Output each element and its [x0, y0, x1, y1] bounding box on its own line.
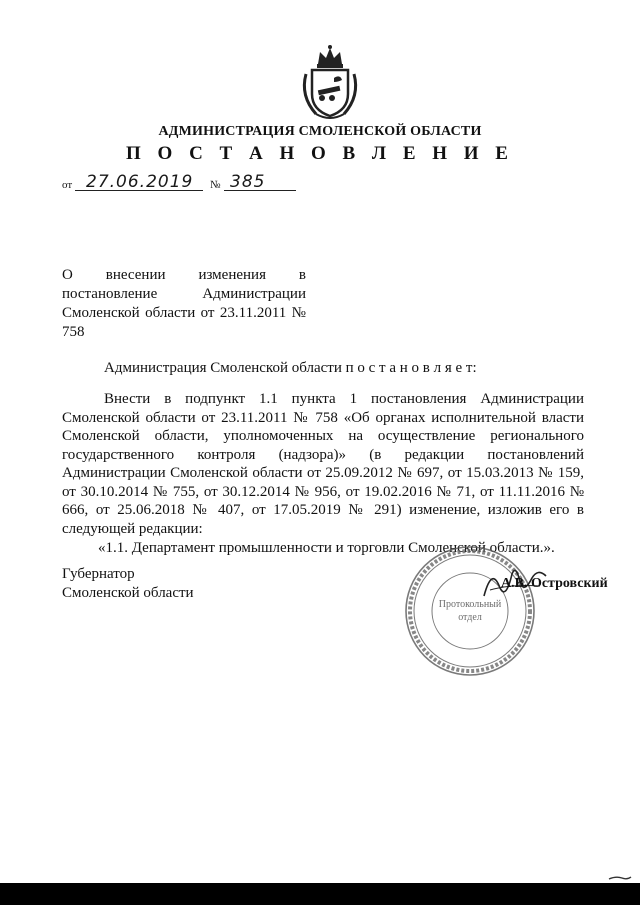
document-body	[62, 390, 584, 558]
scan-bottom-border	[0, 883, 640, 905]
amendment-paragraph: Внести в подпункт 1.1 пункта 1 постановления Администрации Смоленской области от 23.11.2011 № 758 «Об органах исполнительной власти Смоленской области, уполномоченных на осуществление регионального государственного контроля (надзора)» (в редакции постановлений Администрации Смоленской области от 25.09.2012 № 697, от 15.03.2013 № 159, от 30.10.2014 № 755, от 30.12.2014 № 956, от 19.02.2016 № 71, от 11.11.2016 № 666, от 25.06.2018 № 407, от 17.05.2019 № 291) изменение, изложив его в следующей редакции:	[62, 391, 584, 537]
stamp-line2: отдел	[458, 612, 482, 623]
date-label: от	[62, 179, 73, 191]
amendment-quote: «1.1. Департамент промышленности и торговли Смоленской области.».	[98, 540, 555, 556]
preamble-text: Администрация Смоленской области п о с т а н о в л я е т:	[104, 360, 477, 376]
date-value: 27.06.2019	[86, 172, 194, 192]
signatory-position-line2: Смоленской области	[62, 585, 194, 601]
document-type-title: П О С Т А Н О В Л Е Н И Е	[126, 143, 514, 164]
document-subject: О внесении изменения в постановление Администрации Смоленской области от 23.11.2011 № 758	[62, 267, 306, 340]
signatory-position	[62, 565, 194, 603]
signatory-position-line1: Губернатор	[62, 566, 135, 582]
organization-name: АДМИНИСТРАЦИЯ СМОЛЕНСКОЙ ОБЛАСТИ	[158, 124, 482, 139]
stamp-line1: Протокольный	[438, 599, 502, 610]
coat-of-arms-icon	[296, 44, 364, 122]
scan-edge-mark	[608, 875, 632, 881]
signatory-name: А.В. Островский	[501, 576, 608, 591]
number-value: 385	[230, 172, 266, 192]
number-label: №	[210, 179, 221, 191]
document-date-number-line	[62, 172, 302, 194]
